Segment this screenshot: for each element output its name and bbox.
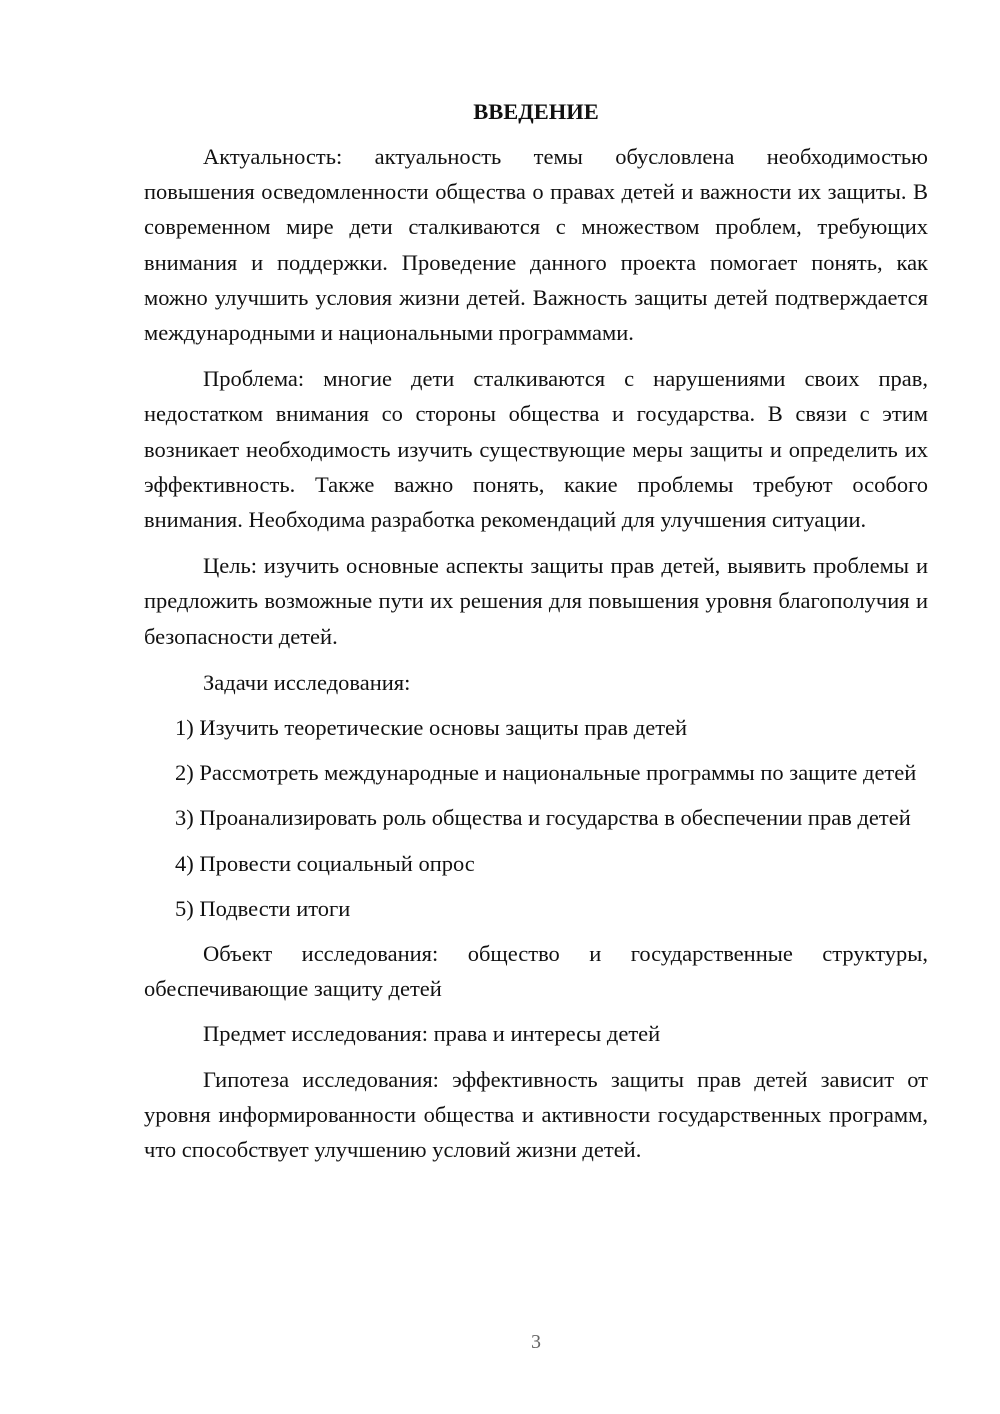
task-item: 1) Изучить теоретические основы защиты прав детей [175,715,688,741]
task-item: 2) Рассмотреть международные и национальные программы по защите детей [175,760,917,786]
tasks-list [144,710,928,926]
hypothesis-paragraph: Гипотеза исследования: эффективность защиты прав детей зависит от уровня информированности общества и активности государственных программ, что способствует улучшению условий жизни детей. [144,1066,928,1163]
page-number: 3 [531,1331,541,1353]
problem-paragraph: Проблема: многие дети сталкиваются с нарушениями своих прав, недостатком внимания со стороны общества и государства. В связи с этим возникает необходимость изучить существующие меры защиты и определить их эффективность. Также важно понять, какие проблемы требуют особого внимания. Необходима разработка рекомендаций для улучшения ситуации. [144,366,928,533]
relevance-paragraph: Актуальность: актуальность темы обусловлена необходимостью повышения осведомленности общества о правах детей и важности их защиты. В современном мире дети сталкиваются с множеством проблем, требующих внимания и поддержки. Проведение данного проекта помогает понять, как можно улучшить условия жизни детей. Важность защиты детей подтверждается международными и национальными программами. [144,144,928,346]
task-item: 5) Подвести итоги [175,895,351,921]
tasks-heading: Задачи исследования: [203,669,411,695]
task-item: 3) Проанализировать роль общества и государства в обеспечении прав детей [175,805,911,831]
page-content [144,94,928,1167]
object-paragraph: Объект исследования: общество и государственные структуры, обеспечивающие защиту детей [144,941,928,1002]
page-title: ВВЕДЕНИЕ [473,99,599,124]
subject-paragraph: Предмет исследования: права и интересы детей [203,1021,661,1047]
task-item: 4) Провести социальный опрос [175,850,475,876]
goal-paragraph: Цель: изучить основные аспекты защиты прав детей, выявить проблемы и предложить возможные пути их решения для повышения уровня благополучия и безопасности детей. [144,553,928,649]
